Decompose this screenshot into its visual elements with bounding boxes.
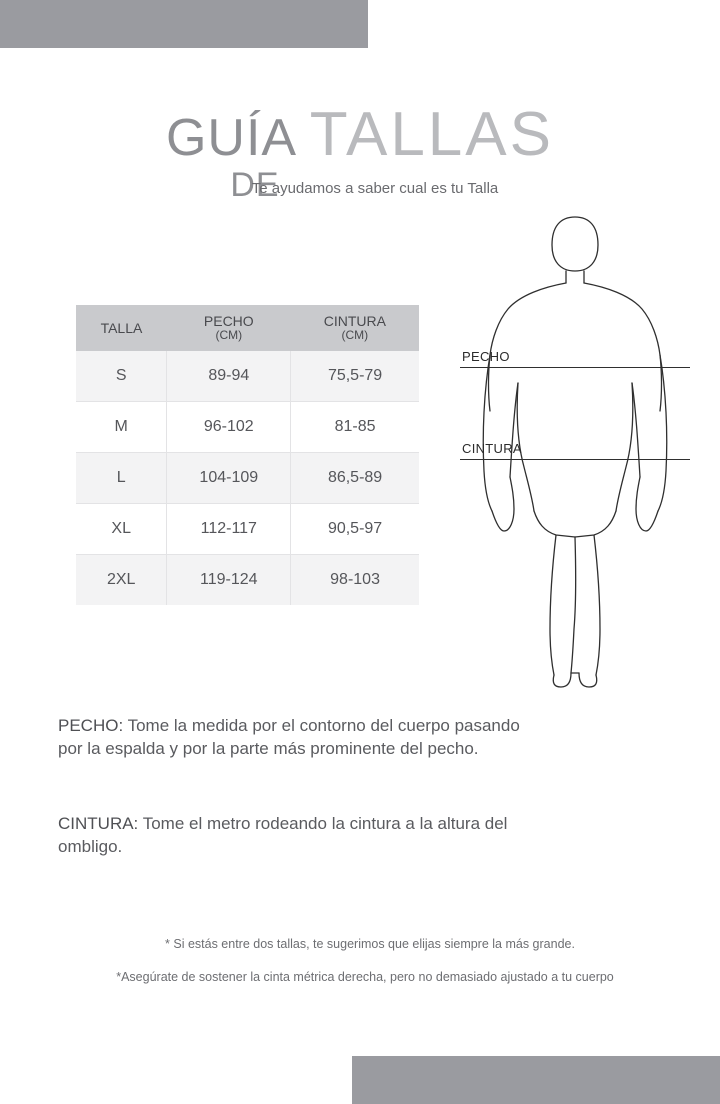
cell-cintura: 86,5-89	[291, 452, 419, 503]
table-row	[76, 554, 419, 605]
cell-talla: XL	[76, 503, 167, 554]
column-header-cintura-label: CINTURA	[323, 313, 386, 329]
cell-talla: S	[76, 351, 167, 402]
column-header-talla-label: TALLA	[100, 319, 143, 336]
page-subtitle: Te ayudamos a saber cual es tu Talla	[251, 180, 499, 197]
title-tallas: TALLAS	[309, 100, 554, 169]
cell-cintura: 90,5-97	[291, 503, 419, 554]
waist-description-title: CINTURA:	[58, 814, 139, 833]
waist-measure-label: CINTURA	[462, 441, 522, 456]
chest-measure-line	[460, 367, 690, 368]
chest-description-text: Tome la medida por el contorno del cuerpo pasando por la espalda y por la parte más prominente del pecho.	[58, 716, 520, 758]
footnote-size-between: * Si estás entre dos tallas, te sugerimos que elijas siempre la más grande.	[165, 937, 575, 951]
column-header-pecho-unit: (CM)	[215, 328, 243, 343]
decorative-bar-top-left	[0, 0, 368, 48]
cell-pecho: 112-117	[167, 503, 291, 554]
size-table	[76, 305, 419, 605]
column-header-cintura-unit: (CM)	[341, 328, 369, 343]
cell-pecho: 89-94	[167, 351, 291, 402]
cell-pecho: 119-124	[167, 554, 291, 605]
waist-description-text: Tome el metro rodeando la cintura a la altura del ombligo.	[58, 814, 508, 856]
table-row	[76, 452, 419, 503]
cell-talla: 2XL	[76, 554, 167, 605]
footnote-tape-measure: *Asegúrate de sostener la cinta métrica derecha, pero no demasiado ajustado a tu cuerpo	[116, 970, 614, 984]
title-guia: GUÍA	[165, 109, 295, 167]
cell-pecho: 104-109	[167, 452, 291, 503]
cell-talla: M	[76, 401, 167, 452]
chest-measure-label: PECHO	[462, 349, 510, 364]
table-header-row	[76, 305, 419, 351]
cell-cintura: 81-85	[291, 401, 419, 452]
column-header-talla	[76, 305, 167, 351]
cell-pecho: 96-102	[167, 401, 291, 452]
table-row	[76, 401, 419, 452]
table-row	[76, 503, 419, 554]
title-de: DE	[230, 166, 280, 204]
decorative-bar-bottom-right	[352, 1056, 720, 1104]
cell-talla: L	[76, 452, 167, 503]
waist-description	[58, 813, 528, 859]
title-line-one	[0, 100, 720, 169]
table-row	[76, 351, 419, 402]
waist-measure-line	[460, 459, 690, 460]
chest-description	[58, 715, 528, 761]
body-figure	[440, 205, 710, 705]
cell-cintura: 75,5-79	[291, 351, 419, 402]
chest-description-title: PECHO:	[58, 716, 124, 735]
column-header-pecho	[167, 305, 291, 351]
column-header-cintura	[291, 305, 419, 351]
cell-cintura: 98-103	[291, 554, 419, 605]
column-header-pecho-label: PECHO	[203, 313, 254, 329]
